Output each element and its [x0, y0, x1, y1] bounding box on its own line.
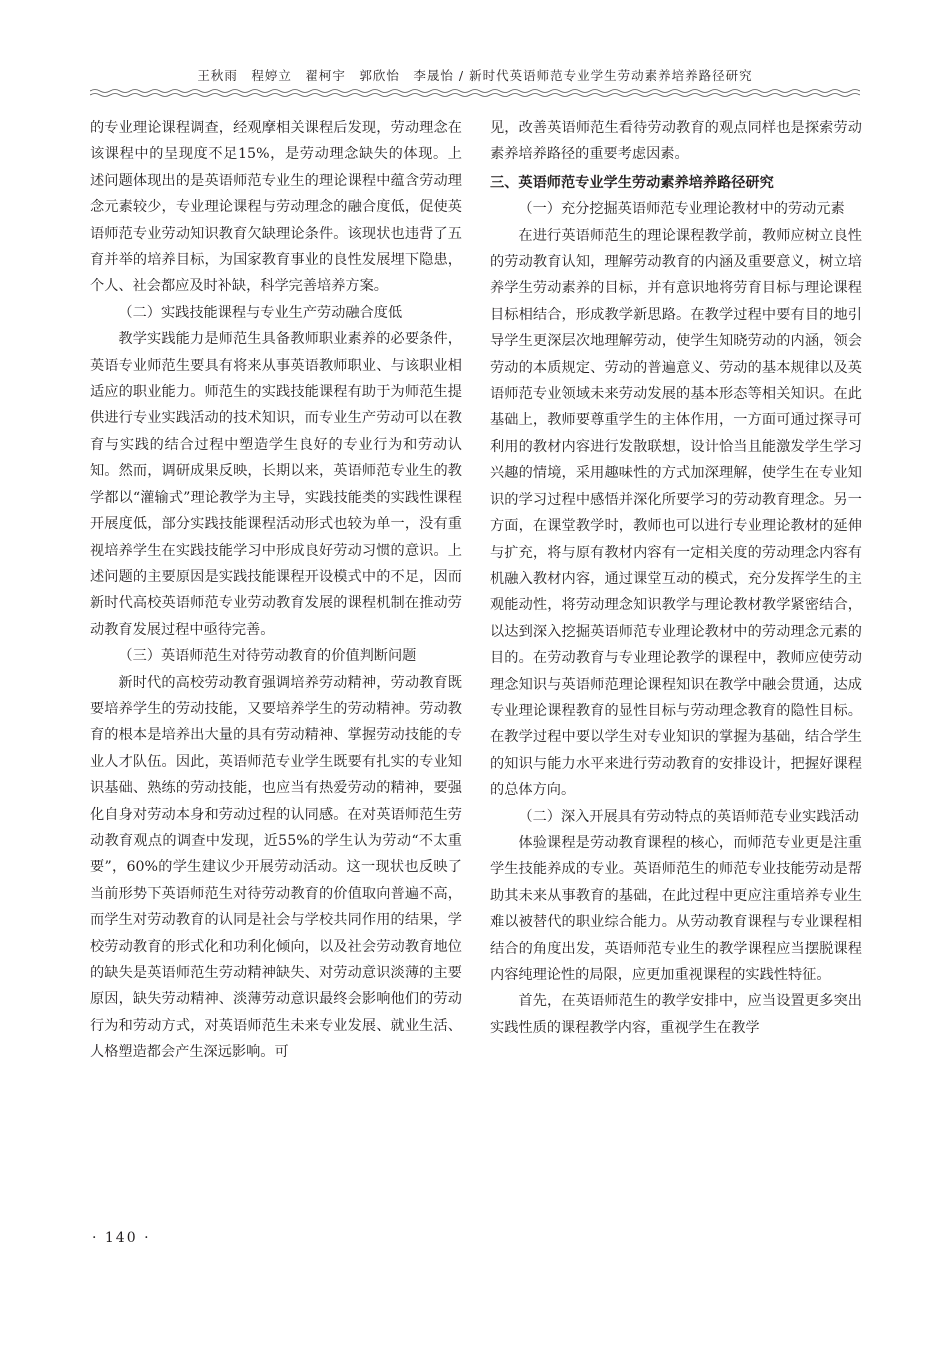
section-heading: 三、英语师范专业学生劳动素养培养路径研究 — [490, 174, 774, 191]
paragraph: 体验课程是劳动教育课程的核心，而师范专业更是注重学生技能养成的专业。英语师范生的师范专业技能劳动是帮助其未来从事教育的基础，在此过程中更应注重培养专业生难以被替代的职业综合能力。从劳动教育课程与专业课程相结合的角度出发，英语师范专业生的教学课程应当摆脱课程内容纯理论性的局限，应更加重视课程的实践性特征。 — [490, 834, 862, 983]
subsection-heading-3: （三）英语师范生对待劳动教育的价值判断问题 — [118, 648, 417, 665]
paragraph: 在进行英语师范生的理论课程教学前，教师应树立良性的劳动教育认知，理解劳动教育的内涵及重要意义，树立培养学生劳动素养的目标，并有意识地将劳育目标与理论课程目标相结合，形成教学新思路。在教学过程中要有目的地引导学生更深层次地理解劳动，使学生知晓劳动的内涵，领会劳动的本质规定、劳动的普遍意义、劳动的基本规律以及英语师范专业领域未来劳动发展的基本形态等相关知识。在此基础上，教师要尊重学生的主体作用，一方面可通过探寻可利用的教材内容进行发散联想，设计恰当且能激发学生学习兴趣的情境，采用趣味性的方式加深理解，使学生在专业知识的学习过程中感悟并深化所要学习的劳动教育理念。另一方面，在课堂教学时，教师也可以进行专业理论教材的延伸与扩充，将与原有教材内容有一定相关度的劳动理念内容有机融入教材内容，通过课堂互动的模式，充分发挥学生的主观能动性，将劳动理念知识教学与理论教材教学紧密结合，以达到深入挖掘英语师范专业理论教材中的劳动理念元素的目的。在劳动教育与专业理论教学的课程中，教师应使劳动理念知识与英语师范理论课程知识在教学中融会贯通，达成专业理论课程教育的显性目标与劳动理念教育的隐性目标。在教学过程中要以学生对专业知识的掌握为基础，结合学生的知识与能力水平来进行劳动教育的安排设计，把握好课程的总体方向。 — [490, 227, 862, 799]
subsection-heading-1: （一）充分挖掘英语师范专业理论教材中的劳动元素 — [518, 201, 845, 218]
left-column — [90, 115, 462, 1066]
paragraph: 新时代的高校劳动教育强调培养劳动精神，劳动教育既要培养学生的劳动技能，又要培养学生的劳动精神。劳动教育的根本是培养出大量的具有劳动精神、掌握劳动技能的专业人才队伍。因此，英语师范专业学生既要有扎实的专业知识基础、熟练的劳动技能，也应当有热爱劳动的精神，要强化自身对劳动本身和劳动过程的认同感。在对英语师范生劳动教育观点的调查中发现，近55%的学生认为劳动“不太重要”，60%的学生建议少开展劳动活动。这一现状也反映了当前形势下英语师范生对待劳动教育的价值取向普遍不高，而学生对劳动教育的认同是社会与学校共同作用的结果，学校劳动教育的形式化和功利化倾向，以及社会劳动教育地位的缺失是英语师范生劳动精神缺失、对劳动意识淡薄的主要原因，缺失劳动精神、淡薄劳动意识最终会影响他们的劳动行为和劳动方式，对英语师范生未来专业发展、就业生活、人格塑造都会产生深远影响。可 — [90, 674, 462, 1061]
subsection-heading-2: （二）深入开展具有劳动特点的英语师范专业实践活动 — [518, 808, 859, 825]
running-header — [90, 66, 860, 84]
paragraph-continued: 见，改善英语师范生看待劳动教育的观点同样也是探索劳动素养培养路径的重要考虑因素。 — [490, 120, 862, 163]
paragraph: 教学实践能力是师范生具备教师职业素养的必要条件，英语专业师范生要具有将来从事英语教师职业、与该职业相适应的职业能力。师范生的实践技能课程有助于为师范生提供进行专业实践活动的技术知识，而专业生产劳动可以在教育与实践的结合过程中塑造学生良好的专业行为和劳动认知。然而，调研成果反映，长期以来，英语师范专业生的教学都以“灌输式”理论教学为主导，实践技能类的实践性课程开展度低，部分实践技能课程活动形式也较为单一，没有重视培养学生在实践技能学习中形成良好劳动习惯的意识。上述问题的主要原因是实践技能课程开设模式中的不足，因而新时代高校英语师范专业劳动教育发展的课程机制在推动劳动教育发展过程中亟待完善。 — [90, 331, 462, 638]
right-column — [490, 115, 862, 1041]
header-article-title: 新时代英语师范专业学生劳动素养培养路径研究 — [469, 68, 753, 83]
subsection-heading-2: （二）实践技能课程与专业生产劳动融合度低 — [118, 304, 403, 321]
header-separator: / — [458, 68, 465, 83]
header-authors: 王秋雨 程婷立 翟柯宇 郭欣怡 李晟怡 — [197, 68, 454, 83]
paragraph: 首先，在英语师范生的教学安排中，应当设置更多突出实践性质的课程教学内容，重视学生在教学 — [490, 993, 862, 1036]
header-wavy-rule — [90, 88, 860, 98]
paragraph-continued: 的专业理论课程调查，经观摩相关课程后发现，劳动理念在该课程中的呈现度不足15%，是劳动理念缺失的体现。上述问题体现出的是英语师范专业生的理论课程中蕴含劳动理念元素较少，专业理论课程与劳动理念的融合度低，促使英语师范专业劳动知识教育欠缺理论条件。该现状也违背了五育并举的培养目标，为国家教育事业的良性发展埋下隐患，个人、社会都应及时补缺，科学完善培养方案。 — [90, 120, 462, 295]
page-number: · 140 · — [92, 1230, 151, 1246]
